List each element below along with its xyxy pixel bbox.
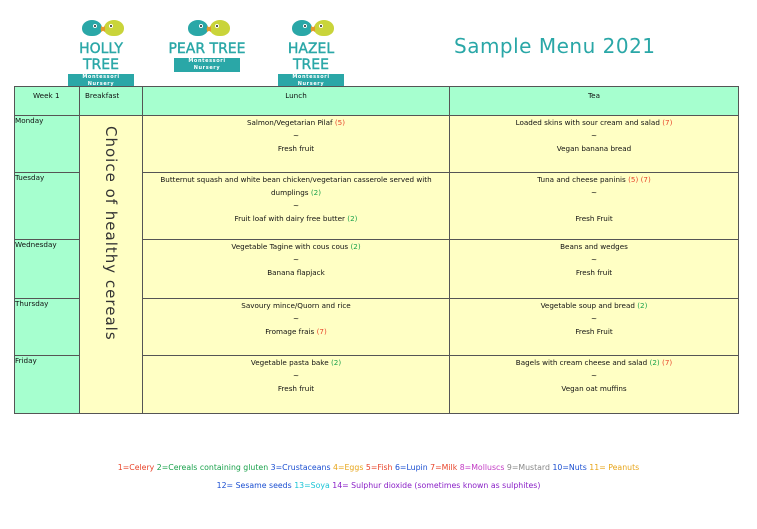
legend-item: 14= Sulphur dioxide (sometimes known as sulphites) bbox=[332, 481, 541, 490]
lunch-dessert: Fresh fruit bbox=[277, 144, 315, 153]
allergen-tag: (7) bbox=[316, 327, 327, 336]
column-header-week: Week 1 bbox=[15, 87, 80, 116]
allergen-tag: (5) bbox=[334, 118, 346, 127]
lunch-main: Vegetable Tagine with cous cous bbox=[231, 242, 349, 251]
lunch-main: Butternut squash and white bean chicken/vegetarian casserole served with dumplings bbox=[160, 175, 432, 197]
legend-item: 4=Eggs bbox=[333, 463, 364, 472]
separator: ~ bbox=[292, 255, 300, 264]
tea-main: Bagels with cream cheese and salad bbox=[515, 358, 648, 367]
tea-cell bbox=[450, 240, 739, 299]
column-header-lunch: Lunch bbox=[143, 87, 450, 116]
logo-name: HOLLY TREE bbox=[79, 41, 123, 73]
lunch-dessert: Fromage frais bbox=[265, 327, 315, 336]
separator: ~ bbox=[292, 314, 300, 323]
legend-item: 13=Soya bbox=[294, 481, 330, 490]
tea-main: Vegetable soup and bread bbox=[540, 301, 635, 310]
logo-subtitle: Montessori Nursery bbox=[278, 74, 344, 88]
tea-dessert: Fresh fruit bbox=[575, 268, 613, 277]
separator: ~ bbox=[292, 201, 300, 210]
allergen-tag: (2) bbox=[310, 188, 322, 197]
allergen-tag: (2) bbox=[637, 301, 648, 310]
tea-cell bbox=[450, 116, 739, 173]
allergen-tag: (2) bbox=[347, 214, 358, 223]
lunch-cell bbox=[143, 299, 450, 356]
legend-item: 7=Milk bbox=[430, 463, 458, 472]
lunch-cell bbox=[143, 240, 450, 299]
birds-icon bbox=[62, 20, 140, 40]
tea-cell bbox=[450, 299, 739, 356]
logo-subtitle: Montessori Nursery bbox=[174, 58, 240, 72]
page-title: Sample Menu 2021 bbox=[454, 34, 656, 58]
column-header-tea: Tea bbox=[450, 87, 739, 116]
breakfast-cell bbox=[80, 116, 143, 414]
birds-icon bbox=[272, 20, 350, 40]
logo-name: HAZEL TREE bbox=[287, 41, 335, 73]
logo-pear-tree bbox=[168, 20, 246, 70]
tea-dessert: Vegan banana bread bbox=[556, 144, 632, 153]
tea-cell bbox=[450, 356, 739, 414]
legend-item: 6=Lupin bbox=[394, 463, 428, 472]
day-cell: Monday bbox=[15, 116, 80, 173]
separator: ~ bbox=[590, 131, 598, 140]
table-header-row bbox=[15, 87, 739, 116]
day-cell: Thursday bbox=[15, 299, 80, 356]
allergen-tag: (2) bbox=[350, 242, 361, 251]
allergen-tag: (7) bbox=[662, 358, 673, 367]
legend-item: 3=Crustaceans bbox=[270, 463, 331, 472]
allergen-tag: (2) bbox=[330, 358, 342, 367]
lunch-main: Vegetable pasta bake bbox=[250, 358, 329, 367]
tea-main: Beans and wedges bbox=[560, 242, 628, 251]
lunch-dessert: Fresh fruit bbox=[277, 384, 315, 393]
allergen-tag: (5) bbox=[628, 175, 639, 184]
column-header-breakfast: Breakfast bbox=[80, 87, 143, 116]
lunch-cell bbox=[143, 356, 450, 414]
legend-item: 9=Mustard bbox=[506, 463, 550, 472]
lunch-cell bbox=[143, 173, 450, 240]
separator: ~ bbox=[590, 314, 598, 323]
allergen-tag: (7) bbox=[662, 118, 673, 127]
separator: ~ bbox=[590, 371, 598, 380]
legend-item: 8=Molluscs bbox=[459, 463, 505, 472]
separator: ~ bbox=[292, 371, 300, 380]
logo-name: PEAR TREE bbox=[168, 41, 246, 57]
allergen-legend-line-1 bbox=[0, 463, 757, 472]
separator: ~ bbox=[590, 255, 598, 264]
logo-hazel-tree bbox=[272, 20, 350, 87]
legend-item: 10=Nuts bbox=[552, 463, 587, 472]
lunch-main: Savoury mince/Quorn and rice bbox=[241, 301, 351, 310]
legend-item: 1=Celery bbox=[117, 463, 155, 472]
day-cell: Tuesday bbox=[15, 173, 80, 240]
tea-dessert: Fresh Fruit bbox=[575, 214, 613, 223]
day-cell: Wednesday bbox=[15, 240, 80, 299]
legend-item: 12= Sesame seeds bbox=[216, 481, 292, 490]
tea-cell bbox=[450, 173, 739, 240]
menu-table bbox=[14, 86, 739, 414]
lunch-main: Salmon/Vegetarian Pilaf bbox=[246, 118, 333, 127]
allergen-legend-line-2 bbox=[0, 481, 757, 490]
logo-subtitle: Montessori Nursery bbox=[68, 74, 134, 88]
lunch-cell bbox=[143, 116, 450, 173]
logo-holly-tree bbox=[62, 20, 140, 87]
day-cell: Friday bbox=[15, 356, 80, 414]
tea-dessert: Vegan oat muffins bbox=[561, 384, 627, 393]
tea-main: Tuna and cheese paninis bbox=[537, 175, 626, 184]
allergen-tag: (7) bbox=[640, 175, 651, 184]
table-row bbox=[15, 116, 739, 173]
separator: ~ bbox=[590, 188, 598, 197]
legend-item: 11= Peanuts bbox=[589, 463, 640, 472]
legend-item: 2=Cereals containing gluten bbox=[156, 463, 269, 472]
birds-icon bbox=[168, 20, 246, 40]
separator: ~ bbox=[292, 131, 300, 140]
lunch-dessert: Banana flapjack bbox=[267, 268, 325, 277]
lunch-dessert: Fruit loaf with dairy free butter bbox=[234, 214, 345, 223]
tea-main: Loaded skins with sour cream and salad bbox=[515, 118, 660, 127]
tea-dessert: Fresh Fruit bbox=[575, 327, 613, 336]
breakfast-text: Choice of healthy cereals bbox=[102, 126, 120, 341]
allergen-tag: (2) bbox=[649, 358, 660, 367]
legend-item: 5=Fish bbox=[365, 463, 393, 472]
